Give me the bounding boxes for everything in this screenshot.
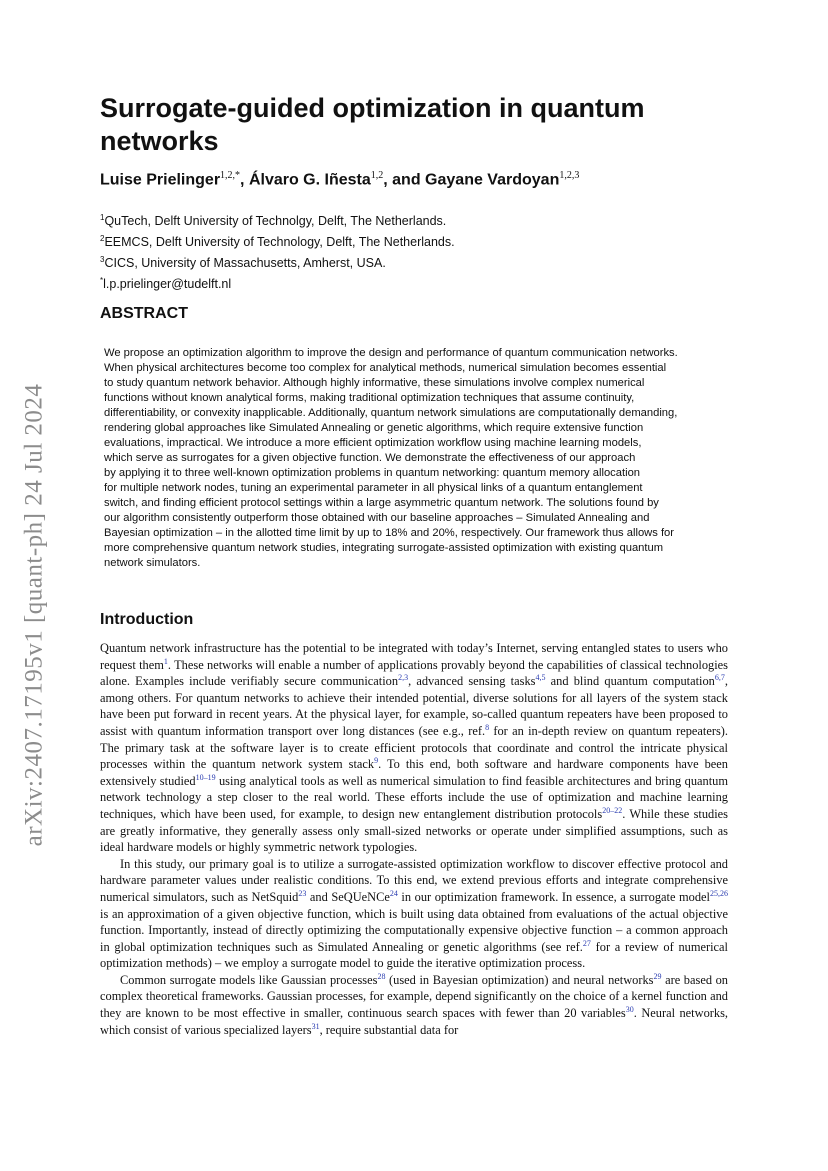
paragraph-text: . While these studies are greatly informative, they generally assess only small-sized networks or operate under simplified assumptions, such as ideal hardware models or highly symmetric network typologies. xyxy=(100,806,728,855)
abstract-line: We propose an optimization algorithm to improve the design and performance of quantum communication networks. xyxy=(104,347,678,359)
author-separator: , and xyxy=(383,171,426,189)
author-name: Gayane Vardoyan xyxy=(425,171,560,189)
citation-link: 31 xyxy=(311,1021,320,1031)
author-separator: , xyxy=(240,171,249,189)
abstract-line: rendering global approaches like Simulated Annealing or genetic algorithms, which require extensive function xyxy=(104,422,644,434)
author-affiliation-mark: 1,2 xyxy=(370,170,384,181)
abstract-line: Bayesian optimization – in the allotted time limit by up to 18% and 20%, respectively. Our framework thus allows for xyxy=(104,527,674,539)
citation-link: 25,26 xyxy=(710,888,728,898)
paragraph-text: (used in Bayesian optimization) and neural networks xyxy=(385,972,654,987)
paragraph-text: and SeQUeNCe xyxy=(306,889,390,904)
paragraph-text: are based on complex theoretical frameworks. Gaussian processes, for example, depend significantly on the choice of a kernel function and they are known to be most effective in smaller, continuous search spaces with fewer than 20 variables xyxy=(100,972,728,1021)
citation-link: 27 xyxy=(582,938,591,948)
paragraph-text: and blind quantum computation xyxy=(545,674,715,689)
paragraph-text: Common surrogate models like Gaussian processes xyxy=(120,972,378,987)
intro-paragraph xyxy=(100,856,728,972)
abstract-line: When physical architectures become too complex for analytical methods, numerical simulation becomes essential xyxy=(104,362,667,374)
abstract-line: to study quantum network behavior. Although highly informative, these simulations involve complex numerical xyxy=(104,377,645,389)
paragraph-text: , advanced sensing tasks xyxy=(408,674,536,689)
paragraph-text: . These networks will enable a number of applications provably beyond the capabilities of classical technologies alone. Examples include verifiably secure communication xyxy=(100,657,729,689)
affiliation-list xyxy=(100,209,740,294)
paragraph-text: for an in-depth review on quantum repeaters). The primary task at the software layer is to create efficient protocols that coordinate and control the intricate physical processes within the quantum network system stack xyxy=(100,723,729,772)
introduction-heading: Introduction xyxy=(100,611,194,628)
citation-link: 29 xyxy=(653,971,662,981)
citation-link: 30 xyxy=(625,1004,634,1014)
citation-link: 28 xyxy=(377,971,386,981)
affiliation-line xyxy=(100,251,740,272)
intro-paragraph xyxy=(100,640,728,856)
paragraph-text: . Neural networks, which consist of various specialized layers xyxy=(100,1006,729,1037)
citation-link: 2,3 xyxy=(398,673,409,683)
affiliation-text: EEMCS, Delft University of Technology, Delft, The Netherlands. xyxy=(104,235,455,250)
affiliation-mark: * xyxy=(100,276,104,286)
arxiv-identifier: arXiv:2407.17195v1 [quant-ph] 24 Jul 2024 xyxy=(20,383,47,847)
arxiv-side-stamp xyxy=(14,360,54,870)
affiliation-text: CICS, University of Massachusetts, Amherst, USA. xyxy=(104,256,386,271)
affiliation-mark: 3 xyxy=(100,255,105,265)
abstract-line: more comprehensive quantum network studies, integrating surrogate-assisted optimization with existing quantum xyxy=(104,542,664,554)
abstract-line: by applying it to three well-known optimization problems in quantum networking: quantum memory allocation xyxy=(104,467,641,479)
paragraph-text: , among others. For quantum networks to achieve their intended potential, diverse solutions for all layers of the system stack have been put forward in recent years. At the physical layer, for example, so-called quantum repeaters have been proposed to assist with quantum information transport over long distances (see e.g., ref. xyxy=(100,674,728,738)
abstract-line: switch, and finding efficient protocol settings within a large asymmetric quantum network. The solutions found by xyxy=(104,497,659,509)
paragraph-text: is an approximation of a given objective function, which is built using data obtained from evaluations of the actual objective function. Importantly, instead of directly optimizing the computationally expensive objective function – a common approach in global optimization techniques such as Simulated Annealing or genetic algorithms (see ref. xyxy=(100,906,728,954)
intro-paragraph xyxy=(100,972,728,1038)
affiliation-line xyxy=(100,272,740,293)
abstract-heading: ABSTRACT xyxy=(100,305,188,322)
affiliation-mark: 1 xyxy=(100,213,105,222)
author-affiliation-mark: 1,2,* xyxy=(220,170,241,181)
affiliation-text: l.p.prielinger@tudelft.nl xyxy=(103,277,232,292)
affiliation-mark: 2 xyxy=(100,234,105,244)
paper-title: Surrogate-guided optimization in quantum networks xyxy=(100,93,645,156)
author-list xyxy=(100,170,740,189)
paragraph-text: In this study, our primary goal is to utilize a surrogate-assisted optimization workflow to discover effective protocol and hardware parameter values under realistic conditions. To this end, we extend previous efforts and integrate comprehensive numerical simulators, such as NetSquid xyxy=(100,856,728,904)
citation-link: 6,7 xyxy=(714,673,725,683)
citation-link: 10–19 xyxy=(195,772,216,782)
paragraph-text: in our optimization framework. In essence, a surrogate model xyxy=(397,889,710,904)
citation-link: 1 xyxy=(163,656,168,666)
paragraph-text: . To this end, both software and hardware components have been extensively studied xyxy=(100,757,729,788)
paragraph-text: for a review of numerical optimization methods) – we employ a surrogate model to guide the iterative optimization process. xyxy=(100,939,728,971)
abstract-text xyxy=(104,346,727,571)
abstract-line: differentiability, or convexity inapplicable. Additionally, quantum network simulations are computationally demanding, xyxy=(104,407,678,419)
citation-link: 4,5 xyxy=(535,673,546,683)
citation-link: 23 xyxy=(298,888,307,898)
author-name: Luise Prielinger xyxy=(100,171,221,189)
abstract-line: network simulators. xyxy=(104,557,201,569)
citation-link: 24 xyxy=(389,888,398,898)
abstract-line: our algorithm consistently outperform those obtained with our baseline approaches – Simulated Annealing and xyxy=(104,512,650,524)
paragraph-text: , require substantial data for xyxy=(319,1022,459,1037)
abstract-line: functions without known analytical forms, making traditional optimization techniques that assume continuity, xyxy=(104,392,635,404)
citation-link: 9 xyxy=(374,756,379,766)
abstract-line: which serve as surrogates for a given objective function. We demonstrate the effectiveness of our approach xyxy=(104,452,636,464)
paragraph-text: Quantum network infrastructure has the potential to be integrated with today’s Internet, serving entangled states to users who request them xyxy=(100,641,728,672)
affiliation-line xyxy=(100,209,740,230)
author-affiliation-mark: 1,2,3 xyxy=(559,170,580,181)
author-name: Álvaro G. Iñesta xyxy=(248,171,371,189)
paragraph-text: using analytical tools as well as numerical simulation to find feasible architectures and bring quantum network technology a step closer to the real world. These efforts include the use of optimization and machine learning techniques, which have been used, for example, to design new entanglement distribution protocols xyxy=(100,773,728,821)
introduction-body xyxy=(100,640,728,1038)
abstract-line: for multiple network nodes, tuning an experimental parameter in all physical links of a quantum entanglement xyxy=(104,482,643,494)
citation-link: 8 xyxy=(485,722,490,732)
abstract-line: evaluations, impractical. We introduce a more efficient optimization workflow using machine learning models, xyxy=(104,437,642,449)
affiliation-text: QuTech, Delft University of Technolgy, Delft, The Netherlands. xyxy=(104,214,447,229)
affiliation-line xyxy=(100,230,740,251)
citation-link: 20–22 xyxy=(602,805,623,815)
